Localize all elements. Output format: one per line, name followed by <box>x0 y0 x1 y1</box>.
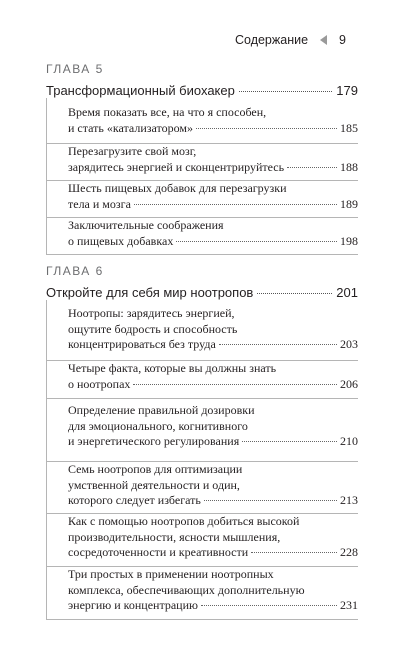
entry-text: Шесть пищевых добавок для перезагрузки <box>68 181 287 195</box>
chapter-label: ГЛАВА 6 <box>46 264 104 278</box>
entry-text: и энергетического регулирования <box>68 434 240 448</box>
entry-text: Три простых в применении ноотропных <box>68 567 274 581</box>
entry-text: Время показать все, на что я способен, <box>68 105 267 119</box>
entry-text: ощутите бодрость и способность <box>68 321 238 336</box>
dot-leader <box>134 204 337 205</box>
entry-text: зарядитесь энергией и сконцентрируйтесь <box>68 159 285 174</box>
entry-text: Ноотропы: зарядитесь энергией, <box>68 306 235 320</box>
toc-entry[interactable] <box>46 514 358 567</box>
dot-leader <box>242 441 337 442</box>
entry-text: для эмоционального, когнитивного <box>68 418 248 433</box>
dot-leader <box>201 605 337 606</box>
entry-page: 189 <box>340 196 358 211</box>
running-head-title: Содержание <box>234 33 309 47</box>
entry-text: Перезагрузите свой мозг, <box>68 144 197 158</box>
entry-page: 206 <box>340 376 358 391</box>
toc-entry[interactable] <box>46 181 358 218</box>
dot-leader <box>219 344 337 345</box>
page-number: 9 <box>339 33 346 47</box>
chapter-title: Откройте для себя мир ноотропов <box>46 285 254 300</box>
chapter-page: 201 <box>336 285 358 300</box>
dot-leader <box>133 384 337 385</box>
entry-page: 198 <box>340 233 358 248</box>
entry-page: 213 <box>340 493 358 507</box>
dot-leader <box>176 241 337 242</box>
dot-leader <box>251 552 337 553</box>
entry-text: Заключительные соображения <box>68 218 224 232</box>
dot-leader <box>239 91 332 92</box>
entry-text: о пищевых добавках <box>68 233 174 248</box>
entry-text: Четыре факта, которые вы должны знать <box>68 361 277 375</box>
toc-entry[interactable] <box>46 361 358 399</box>
running-head <box>235 33 346 47</box>
entry-page: 231 <box>340 598 358 612</box>
toc-entry[interactable] <box>46 567 358 620</box>
entry-text: тела и мозга <box>68 196 131 211</box>
chapter-page: 179 <box>336 83 358 98</box>
entry-page: 228 <box>340 545 358 559</box>
toc-entry[interactable] <box>46 218 358 255</box>
entry-page: 210 <box>340 434 358 448</box>
entry-text: умственной деятельности и один, <box>68 477 240 492</box>
chapter-title-entry[interactable] <box>46 285 358 300</box>
entry-text: о ноотропах <box>68 376 131 391</box>
entry-text: Семь ноотропов для оптимизации <box>68 462 243 476</box>
entry-page: 185 <box>340 120 358 135</box>
entry-text: производительности, ясности мышления, <box>68 529 281 544</box>
toc-entry[interactable] <box>46 144 358 181</box>
entry-page: 188 <box>340 159 358 174</box>
entry-text: сосредоточенности и креативности <box>68 545 249 559</box>
chapter-title-entry[interactable] <box>46 83 358 98</box>
triangle-left-icon <box>320 35 327 45</box>
entry-page: 203 <box>340 337 358 351</box>
chapter-label: ГЛАВА 5 <box>46 62 104 76</box>
entry-text: энергию и концентрацию <box>68 598 198 612</box>
entry-text: и стать «катализатором» <box>68 120 193 135</box>
toc-entry[interactable] <box>46 399 358 462</box>
dot-leader <box>204 500 337 501</box>
toc-entry[interactable] <box>46 462 358 514</box>
dot-leader <box>287 167 337 168</box>
dot-leader <box>196 128 337 129</box>
chapter-title: Трансформационный биохакер <box>46 83 235 98</box>
dot-leader <box>257 293 332 294</box>
entry-text: Как с помощью ноотропов добиться высокой <box>68 514 300 528</box>
entry-text: концентрироваться без труда <box>68 337 216 351</box>
entry-text: которого следует избегать <box>68 493 201 507</box>
entry-text: комплекса, обеспечивающих дополнительную <box>68 582 305 597</box>
entry-text: Определение правильной дозировки <box>68 403 255 417</box>
toc-entry[interactable] <box>46 300 358 361</box>
toc-entry[interactable] <box>46 98 358 144</box>
